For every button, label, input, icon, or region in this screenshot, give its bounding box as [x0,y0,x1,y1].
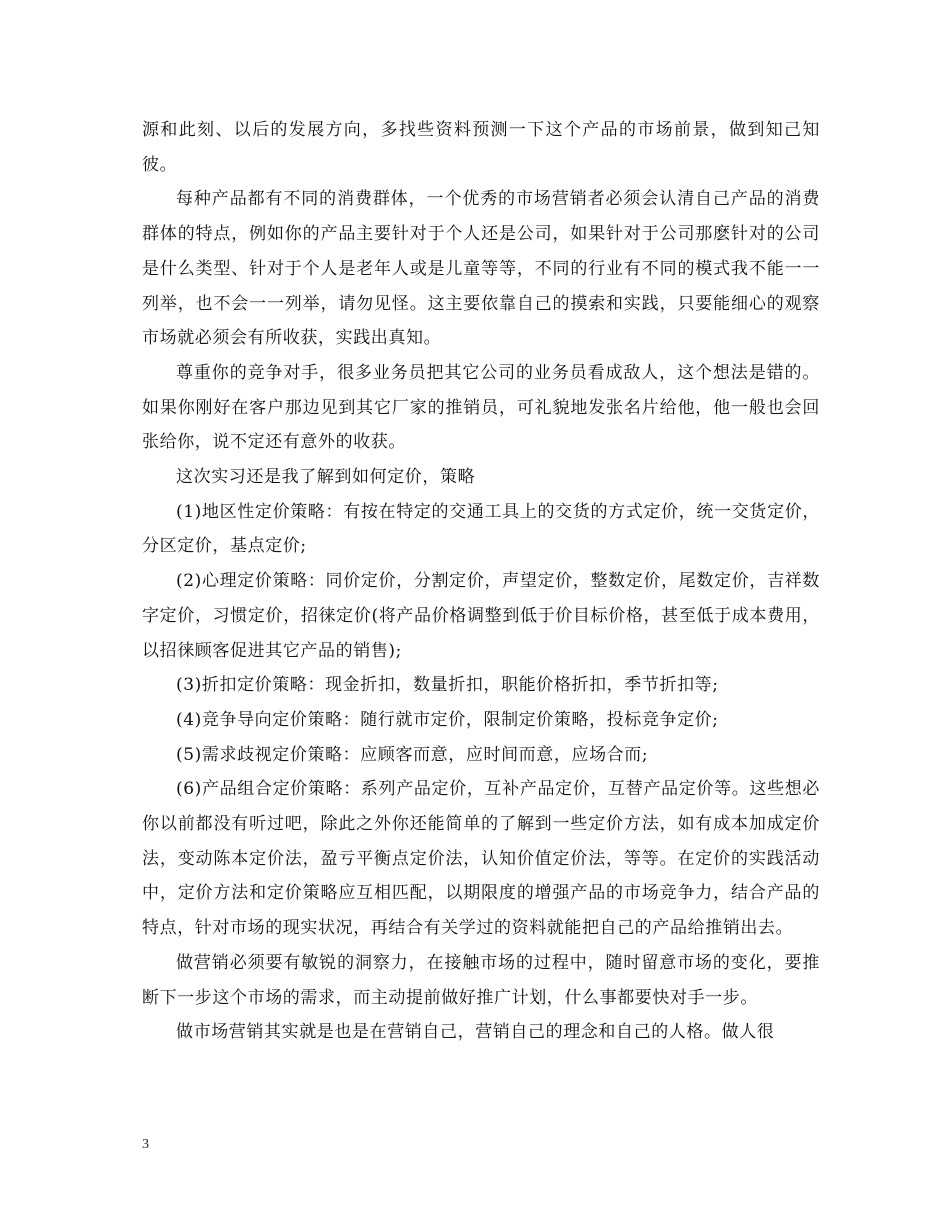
paragraph-11: 做营销必须要有敏锐的洞察力，在接触市场的过程中，随时留意市场的变化，要推断下一步这个市场的需求，而主动提前做好推广计划，什么事都要快对手一步。 [142,952,820,1008]
pricing-item-6: (6)产品组合定价策略：系列产品定价，互补产品定价，互替产品定价等。这些想必你以前都没有听过吧，除此之外你还能简单的了解到一些定价方法，如有成本加成定价法，变动陈本定价法，盈亏平衡点定价法，认知价值定价法，等等。在定价的实践活动中，定价方法和定价策略应互相匹配，以期限度的增强产品的市场竞争力，结合产品的特点，针对市场的现实状况，再结合有关学过的资料就能把自己的产品给推销出去。 [142,779,820,939]
paragraph-12: 做市场营销其实就是也是在营销自己，营销自己的理念和自己的人格。做人很 [176,1022,775,1043]
paragraph-4: 这次实习还是我了解到如何定价，策略 [176,467,476,488]
pricing-item-5: (5)需求歧视定价策略：应顾客而意，应时间而意，应场合而; [176,744,649,765]
paragraph-1: 源和此刻、以后的发展方向，多找些资料预测一下这个产品的市场前景，做到知己知彼。 [142,120,820,175]
pricing-item-2: (2)心理定价策略：同价定价，分割定价，声望定价，整数定价，尾数定价，吉祥数字定价，习惯定价，招徕定价(将产品价格调整到低于价目标价格，甚至低于成本费用，以招徕顾客促进其它产品的销售); [142,571,820,661]
pricing-item-3: (3)折扣定价策略：现金折扣，数量折扣，职能价格折扣，季节折扣等; [176,675,719,696]
pricing-item-1: (1)地区性定价策略：有按在特定的交通工具上的交货的方式定价，统一交货定价，分区定价，基点定价; [142,501,820,557]
body-text [142,113,820,1050]
paragraph-3: 尊重你的竞争对手，很多业务员把其它公司的业务员看成敌人，这个想法是错的。如果你刚好在客户那边见到其它厂家的推销员，可礼貌地发张名片给他，他一般也会回张给你，说不定还有意外的收获。 [142,362,820,453]
paragraph-2: 每种产品都有不同的消费群体，一个优秀的市场营销者必须会认清自己产品的消费群体的特点，例如你的产品主要针对于个人还是公司，如果针对于公司那麽针对的公司是什么类型、针对于个人是老年人或是儿童等等，不同的行业有不同的模式我不能一一列举，也不会一一列举，请勿见怪。这主要依靠自己的摸索和实践，只要能细心的观察市场就必须会有所收获，实践出真知。 [142,189,820,349]
pricing-item-4: (4)竞争导向定价策略：随行就市定价，限制定价策略，投标竞争定价; [176,709,719,730]
page-number: 3 [142,1137,149,1152]
